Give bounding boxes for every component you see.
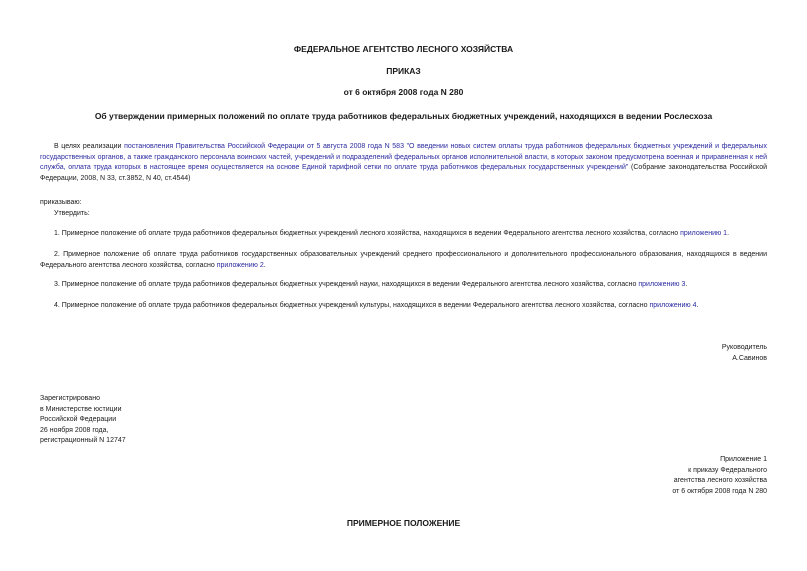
- doc-date: от 6 октября 2008 года N 280: [343, 87, 464, 97]
- government-decree-link[interactable]: постановления Правительства Российской Федерации от 5 августа 2008 года N 583 "О введении новых систем оплаты труда работников федеральных бюджетных учреждений и федеральных государственных органов, а также гражданского персонала воинских частей, учреждений и подразделений федеральных органов исполнительной власти, в которых законом предусмотрена военная и приравненная к ней служба, оплата труда которых в настоящее время осуществляется на основе Единой тарифной сетки по оплате труда работников федеральных государственных учреждений": [40, 143, 768, 171]
- item-2-text: 2. Примерное положение об оплате труда работников государственных образовательных учреждений среднего профессионального и дополнительного профессионального образования, находящихся в ведении Федерального агентства лесного хозяйства, согласно: [40, 251, 767, 269]
- agency-title: ФЕДЕРАЛЬНОЕ АГЕНТСТВО ЛЕСНОГО ХОЗЯЙСТВА: [293, 44, 514, 54]
- appendix-title: ПРИМЕРНОЕ ПОЛОЖЕНИЕ: [346, 518, 461, 528]
- appendix-line: Приложение 1: [720, 456, 767, 463]
- registration-block: [40, 394, 126, 447]
- doc-subject: Об утверждении примерных положений по оплате труда работников федеральных бюджетных учреждений, находящихся в ведении Рослесхоза: [94, 111, 713, 121]
- appendix-header: [672, 455, 767, 497]
- appendix-1-link[interactable]: приложению 1: [680, 230, 728, 237]
- item-4-text: 4. Примерное положение об оплате труда работников федеральных бюджетных учреждений культуры, находящихся в ведении Федерального агентства лесного хозяйства, согласно: [54, 302, 650, 309]
- appendix-line: агентства лесного хозяйства: [673, 477, 767, 484]
- appendix-2-link[interactable]: приложению 2: [216, 261, 264, 269]
- preamble-after: (Собрание законодательства Российской Федерации, 2008, N 33, ст.3852, N 40, ст.4544): [40, 164, 767, 182]
- preamble: [40, 142, 767, 184]
- registration-line: регистрационный N 12747: [40, 437, 126, 444]
- appendix-4-link[interactable]: приложению 4: [649, 302, 697, 309]
- registration-line: 26 ноября 2008 года,: [40, 426, 109, 434]
- item-2-end: .: [263, 261, 266, 269]
- item-4-end: .: [696, 302, 699, 309]
- signature-name: А.Савинов: [732, 354, 767, 362]
- signature-title: Руководитель: [721, 344, 767, 351]
- registration-line: Зарегистрировано: [40, 395, 100, 402]
- item-3: [40, 280, 767, 291]
- order-word: приказываю:: [40, 199, 82, 206]
- signature-block: [722, 343, 767, 364]
- item-2: [40, 250, 767, 271]
- item-1: [40, 229, 767, 240]
- approve-word: Утвердить:: [54, 210, 90, 217]
- preamble-before: В целях реализации: [54, 143, 125, 150]
- doc-type: ПРИКАЗ: [386, 66, 421, 76]
- appendix-3-link[interactable]: приложению 3: [638, 281, 686, 288]
- item-1-end: .: [727, 230, 730, 237]
- item-3-text: 3. Примерное положение об оплате труда работников федеральных бюджетных учреждений науки, находящихся в ведении Федерального агентства лесного хозяйства, согласно: [54, 281, 639, 288]
- registration-line: в Министерстве юстиции: [40, 405, 122, 413]
- appendix-line: к приказу Федерального: [688, 466, 767, 474]
- registration-line: Российской Федерации: [40, 416, 117, 423]
- appendix-line: от 6 октября 2008 года N 280: [672, 487, 767, 495]
- item-1-text: 1. Примерное положение об оплате труда работников федеральных бюджетных учреждений лесного хозяйства, находящихся в ведении Федерального агентства лесного хозяйства, согласно: [54, 230, 681, 237]
- item-3-end: .: [685, 281, 688, 288]
- item-4: [40, 301, 767, 312]
